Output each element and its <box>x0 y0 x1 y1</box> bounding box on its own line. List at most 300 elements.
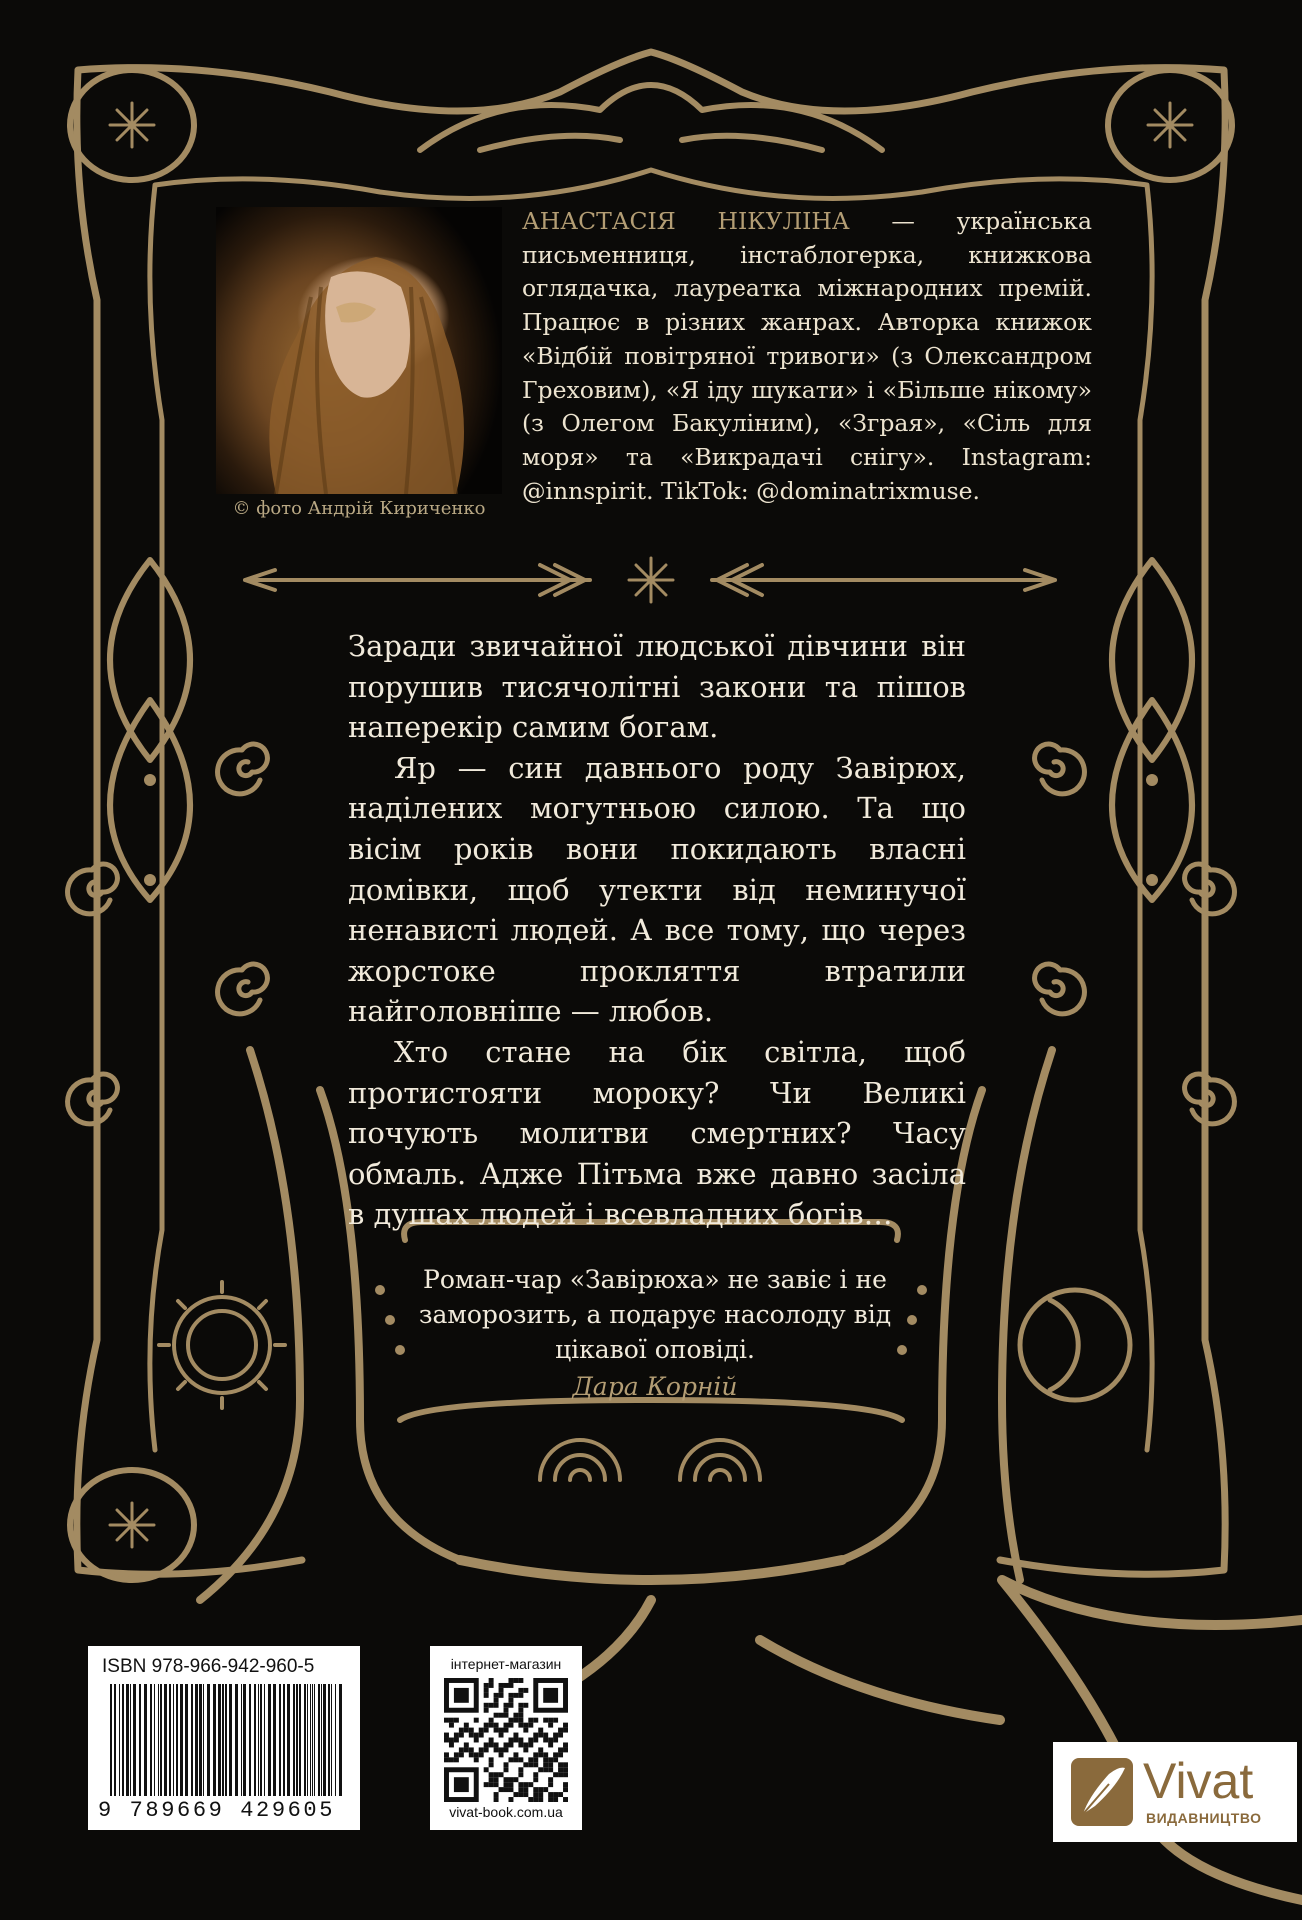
qr-module <box>548 1762 553 1767</box>
qr-module <box>523 1787 528 1792</box>
qr-module <box>543 1733 548 1738</box>
qr-module <box>518 1792 523 1797</box>
qr-module <box>533 1718 538 1723</box>
qr-module <box>484 1767 489 1772</box>
qr-module <box>533 1757 538 1762</box>
barcode-bar <box>260 1684 262 1796</box>
qr-top-label: інтернет-магазин <box>450 1656 562 1672</box>
barcode-bar <box>229 1684 232 1796</box>
quill-logo-icon <box>1069 1756 1135 1828</box>
qr-module <box>508 1738 513 1743</box>
barcode-bar <box>173 1684 174 1796</box>
qr-module <box>538 1747 543 1752</box>
qr-module <box>449 1742 454 1747</box>
qr-module <box>553 1733 558 1738</box>
spiral-right-3 <box>1185 1074 1235 1124</box>
qr-module <box>563 1723 568 1728</box>
barcode-bar <box>283 1684 285 1796</box>
qr-module <box>474 1733 479 1738</box>
barcode-bar <box>258 1684 259 1796</box>
qr-module <box>523 1728 528 1733</box>
qr-module <box>553 1792 558 1797</box>
qr-module <box>489 1772 494 1777</box>
qr-module <box>464 1747 469 1752</box>
qr-module <box>518 1723 523 1728</box>
qr-module <box>518 1787 523 1792</box>
qr-module <box>518 1772 523 1777</box>
top-arch-swirl <box>420 85 882 150</box>
qr-module <box>538 1752 543 1757</box>
qr-module <box>528 1762 533 1767</box>
qr-module <box>563 1742 568 1747</box>
qr-module <box>484 1747 489 1752</box>
qr-module <box>459 1733 464 1738</box>
qr-module <box>454 1752 459 1757</box>
barcode-bar <box>195 1684 198 1796</box>
qr-module <box>504 1728 509 1733</box>
barcode-bar <box>164 1684 167 1796</box>
qr-module <box>508 1683 513 1688</box>
qr-module <box>489 1678 494 1683</box>
qr-module <box>499 1787 504 1792</box>
barcode-bar <box>235 1684 238 1796</box>
qr-module <box>518 1738 523 1743</box>
barcode-bar <box>160 1684 162 1796</box>
qr-module <box>528 1723 533 1728</box>
qr-module <box>523 1723 528 1728</box>
qr-module <box>508 1797 513 1802</box>
qr-module <box>513 1738 518 1743</box>
tree-roots-bottom <box>460 1560 1302 1900</box>
blurb-author: Дара Корній <box>572 1372 738 1401</box>
barcode-bar <box>144 1684 147 1796</box>
qr-module <box>543 1767 548 1772</box>
side-loop-right <box>1112 560 1192 900</box>
qr-module <box>484 1683 489 1688</box>
annotation-paragraph: Яр — син давнього роду Завірюх, наділених могутньою силою. Та що вісім років вони покидають власні домівки, щоб утекти від неминучої ненависті людей. А все тому, що через жорстоке прокляття втратили найголовніше — любов. <box>348 750 966 1029</box>
qr-module <box>494 1728 499 1733</box>
qr-module <box>444 1718 449 1723</box>
qr-module <box>538 1792 543 1797</box>
qr-module <box>504 1767 509 1772</box>
qr-module <box>533 1752 538 1757</box>
qr-module <box>474 1718 479 1723</box>
barcode-bar <box>331 1684 332 1796</box>
barcode-bar <box>126 1684 129 1796</box>
barcode-bar <box>213 1684 216 1796</box>
qr-module <box>553 1718 558 1723</box>
qr-module <box>484 1688 489 1693</box>
publisher-subtitle: ВИДАВНИЦТВО <box>1146 1810 1262 1826</box>
qr-module <box>563 1797 568 1802</box>
barcode-bar <box>321 1684 322 1796</box>
barcode-bar <box>133 1684 136 1796</box>
qr-module <box>499 1752 504 1757</box>
barcode-bar <box>222 1684 224 1796</box>
author-bio <box>522 205 1092 508</box>
qr-module <box>528 1782 533 1787</box>
annotation-paragraph: Хто стане на бік світла, щоб протистояти мороку? Чи Великі почують молитви смертних? Часу обмаль. Адже Пітьма вже давно засіла в душах людей і всевладних богів… <box>348 1034 966 1232</box>
barcode-bar <box>264 1684 265 1796</box>
qr-module <box>484 1723 489 1728</box>
qr-module <box>494 1693 499 1698</box>
barcode-bar <box>176 1684 178 1796</box>
qr-module <box>528 1738 533 1743</box>
barcode-bar <box>310 1684 311 1796</box>
barcode-bar <box>318 1684 320 1796</box>
qr-module <box>548 1757 553 1762</box>
barcode-digits: 9 789669 429605 <box>98 1798 350 1823</box>
qr-module <box>558 1762 563 1767</box>
qr-module <box>548 1792 553 1797</box>
barcode-bar <box>203 1684 204 1796</box>
qr-module <box>454 1718 459 1723</box>
qr-module <box>499 1728 504 1733</box>
qr-module <box>513 1678 518 1683</box>
qr-module <box>504 1787 509 1792</box>
barcode-panel <box>88 1646 360 1830</box>
qr-module <box>518 1678 523 1683</box>
qr-module <box>563 1787 568 1792</box>
qr-module <box>548 1777 553 1782</box>
qr-module <box>548 1767 553 1772</box>
moon-ornament <box>1020 1290 1130 1400</box>
qr-module <box>489 1757 494 1762</box>
qr-module <box>508 1718 513 1723</box>
annotation-paragraph: Заради звичайної людської дівчини він порушив тисячолітні закони та пішов наперекір самим богам. <box>348 629 966 745</box>
qr-module <box>513 1752 518 1757</box>
qr-module <box>508 1693 513 1698</box>
qr-module <box>479 1747 484 1752</box>
qr-module <box>553 1738 558 1743</box>
qr-module <box>558 1772 563 1777</box>
qr-code <box>444 1678 568 1802</box>
qr-module <box>454 1757 459 1762</box>
qr-module <box>474 1752 479 1757</box>
spiral-left-1 <box>218 744 268 794</box>
qr-module <box>494 1797 499 1802</box>
qr-module <box>454 1738 459 1743</box>
qr-module <box>548 1797 553 1802</box>
qr-module <box>499 1683 504 1688</box>
qr-module <box>533 1797 538 1802</box>
qr-module <box>528 1718 533 1723</box>
barcode-bar <box>273 1684 276 1796</box>
qr-module <box>518 1688 523 1693</box>
qr-module <box>464 1728 469 1733</box>
blurb-quote: Роман-чар «Завірюха» не завіє і не заморозить, а подарує насолоду від цікавої оповіді. <box>418 1265 892 1364</box>
qr-module <box>494 1777 499 1782</box>
barcode-bar <box>323 1684 326 1796</box>
qr-module <box>504 1708 509 1713</box>
qr-module <box>499 1733 504 1738</box>
qr-module <box>558 1752 563 1757</box>
concentric-arcs <box>540 1440 760 1480</box>
qr-module <box>469 1747 474 1752</box>
qr-module <box>518 1742 523 1747</box>
qr-module <box>459 1752 464 1757</box>
qr-module <box>558 1792 563 1797</box>
barcode-bar <box>339 1684 342 1796</box>
qr-module <box>454 1733 459 1738</box>
qr-module <box>494 1713 499 1718</box>
barcode-bar <box>158 1684 159 1796</box>
qr-module <box>494 1742 499 1747</box>
qr-module <box>558 1733 563 1738</box>
qr-module <box>548 1782 553 1787</box>
qr-module <box>548 1742 553 1747</box>
qr-module <box>499 1693 504 1698</box>
qr-module <box>504 1713 509 1718</box>
qr-module <box>508 1777 513 1782</box>
barcode-bar <box>169 1684 171 1796</box>
qr-module <box>563 1762 568 1767</box>
qr-module <box>533 1762 538 1767</box>
barcode-bar <box>207 1684 210 1796</box>
qr-module <box>489 1723 494 1728</box>
qr-module <box>513 1718 518 1723</box>
barcode-bar <box>241 1684 242 1796</box>
author-bio-text: — українська письменниця, інстаблогерка, книжкова оглядачка, лауреатка міжнародних премій. Працює в різних жанрах. Авторка книжок «Відбій повітряної тривоги» (з Олександром Греховим), «Я іду шукати» і «Більше нікому» (з Олегом Бакуліним), «Зграя», «Сіль для моря» та «Викрадачі снігу». Instagram: @innspirit. TikTok: @dominatrixmuse. <box>522 207 1092 505</box>
barcode-bar <box>304 1684 306 1796</box>
qr-module <box>508 1723 513 1728</box>
qr-module <box>523 1747 528 1752</box>
barcode-bar <box>119 1684 120 1796</box>
barcode-bar <box>335 1684 336 1796</box>
qr-module <box>508 1698 513 1703</box>
barcode-bar <box>114 1684 116 1796</box>
qr-module <box>548 1718 553 1723</box>
qr-module <box>533 1787 538 1792</box>
barcode-bar <box>218 1684 221 1796</box>
qr-module <box>444 1733 449 1738</box>
qr-module <box>518 1708 523 1713</box>
qr-module <box>513 1713 518 1718</box>
qr-module <box>563 1772 568 1777</box>
barcode-bar <box>110 1684 112 1796</box>
qr-module <box>538 1767 543 1772</box>
qr-module <box>553 1752 558 1757</box>
qr-module <box>528 1797 533 1802</box>
qr-module <box>464 1723 469 1728</box>
qr-module <box>538 1733 543 1738</box>
qr-module <box>504 1782 509 1787</box>
qr-module <box>518 1693 523 1698</box>
qr-module <box>523 1742 528 1747</box>
barcode-bar <box>299 1684 301 1796</box>
qr-module <box>504 1683 509 1688</box>
qr-module <box>533 1777 538 1782</box>
qr-module <box>558 1747 563 1752</box>
qr-module <box>489 1777 494 1782</box>
sun-ornament <box>159 1282 285 1408</box>
qr-module <box>489 1738 494 1743</box>
qr-module <box>504 1762 509 1767</box>
qr-module <box>548 1738 553 1743</box>
qr-module <box>563 1767 568 1772</box>
qr-url: vivat-book.com.ua <box>449 1804 563 1820</box>
spiral-left-4 <box>218 964 268 1014</box>
author-name: АНАСТАСІЯ НІКУЛІНА <box>522 207 850 235</box>
qr-module <box>513 1733 518 1738</box>
barcode-bar <box>328 1684 330 1796</box>
side-loop-left <box>110 560 190 900</box>
qr-module <box>489 1703 494 1708</box>
qr-module <box>449 1718 454 1723</box>
qr-module <box>444 1757 449 1762</box>
qr-module <box>523 1762 528 1767</box>
qr-module <box>518 1767 523 1772</box>
qr-module <box>484 1693 489 1698</box>
qr-module <box>499 1772 504 1777</box>
qr-module <box>494 1698 499 1703</box>
qr-module <box>528 1742 533 1747</box>
qr-module <box>494 1747 499 1752</box>
qr-module <box>543 1787 548 1792</box>
spiral-right-1 <box>1035 744 1085 794</box>
qr-module <box>533 1772 538 1777</box>
qr-module <box>528 1757 533 1762</box>
qr-module <box>538 1787 543 1792</box>
photo-credit: © фото Андрій Кириченко <box>232 498 486 519</box>
qr-module <box>449 1723 454 1728</box>
qr-module <box>469 1752 474 1757</box>
qr-module <box>444 1752 449 1757</box>
spiral-left-3 <box>68 1074 118 1124</box>
qr-module <box>508 1782 513 1787</box>
qr-module <box>504 1777 509 1782</box>
barcode-bar <box>268 1684 271 1796</box>
qr-module <box>479 1752 484 1757</box>
qr-module <box>518 1782 523 1787</box>
qr-module <box>523 1782 528 1787</box>
qr-module <box>499 1688 504 1693</box>
qr-module <box>533 1738 538 1743</box>
qr-panel <box>430 1646 582 1830</box>
qr-module <box>518 1703 523 1708</box>
publisher-name: Vivat <box>1143 1753 1254 1809</box>
qr-module <box>494 1723 499 1728</box>
qr-module <box>504 1742 509 1747</box>
qr-module <box>538 1797 543 1802</box>
qr-module <box>484 1703 489 1708</box>
qr-module <box>513 1757 518 1762</box>
qr-module <box>449 1757 454 1762</box>
qr-module <box>538 1728 543 1733</box>
qr-module <box>508 1757 513 1762</box>
barcode-bar <box>154 1684 155 1796</box>
barcode-bar <box>287 1684 290 1796</box>
qr-module <box>523 1688 528 1693</box>
portrait-illustration <box>216 207 502 494</box>
barcode-bar <box>314 1684 315 1796</box>
qr-module <box>474 1738 479 1743</box>
barcode-bar <box>254 1684 256 1796</box>
qr-module <box>499 1747 504 1752</box>
barcode-bar <box>122 1684 124 1796</box>
qr-module <box>553 1797 558 1802</box>
qr-module <box>543 1718 548 1723</box>
qr-module <box>484 1728 489 1733</box>
barcode-bar <box>249 1684 251 1796</box>
book-annotation <box>348 626 966 1235</box>
barcode-bar <box>279 1684 281 1796</box>
qr-module <box>523 1703 528 1708</box>
qr-module <box>464 1742 469 1747</box>
qr-module <box>489 1683 494 1688</box>
barcode-bar <box>185 1684 188 1796</box>
qr-finder <box>543 1688 558 1703</box>
qr-module <box>518 1757 523 1762</box>
barcode-bar <box>191 1684 193 1796</box>
barcode-bar <box>139 1684 141 1796</box>
qr-module <box>489 1742 494 1747</box>
qr-module <box>499 1713 504 1718</box>
qr-module <box>504 1723 509 1728</box>
qr-module <box>494 1772 499 1777</box>
qr-module <box>494 1782 499 1787</box>
barcode-bar <box>312 1684 313 1796</box>
barcode-bar <box>296 1684 298 1796</box>
qr-module <box>489 1718 494 1723</box>
barcode-bar <box>180 1684 183 1796</box>
author-photo <box>216 207 502 494</box>
spiral-left-2 <box>68 864 118 914</box>
qr-module <box>484 1742 489 1747</box>
spiral-right-2 <box>1185 864 1235 914</box>
qr-module <box>553 1757 558 1762</box>
qr-module <box>563 1782 568 1787</box>
qr-module <box>508 1787 513 1792</box>
isbn-label: ISBN 978-966-942-960-5 <box>102 1656 315 1677</box>
barcode-bar <box>150 1684 152 1796</box>
qr-module <box>543 1738 548 1743</box>
qr-module <box>504 1747 509 1752</box>
qr-module <box>508 1742 513 1747</box>
qr-module <box>553 1772 558 1777</box>
qr-module <box>558 1767 563 1772</box>
qr-module <box>548 1723 553 1728</box>
qr-module <box>543 1762 548 1767</box>
barcode-bar <box>225 1684 227 1796</box>
qr-module <box>484 1782 489 1787</box>
qr-module <box>513 1792 518 1797</box>
qr-module <box>469 1728 474 1733</box>
qr-module <box>523 1792 528 1797</box>
qr-module <box>479 1728 484 1733</box>
qr-module <box>518 1718 523 1723</box>
qr-module <box>484 1708 489 1713</box>
qr-module <box>459 1728 464 1733</box>
qr-module <box>489 1782 494 1787</box>
qr-module <box>508 1678 513 1683</box>
qr-module <box>513 1693 518 1698</box>
barcode-bar <box>293 1684 295 1796</box>
qr-module <box>518 1713 523 1718</box>
qr-module <box>489 1762 494 1767</box>
barcode-bar <box>307 1684 308 1796</box>
qr-module <box>449 1738 454 1743</box>
qr-module <box>504 1703 509 1708</box>
qr-module <box>563 1747 568 1752</box>
barcode-bar <box>130 1684 131 1796</box>
qr-module <box>558 1728 563 1733</box>
barcode-bar <box>243 1684 246 1796</box>
qr-module <box>474 1757 479 1762</box>
qr-module <box>459 1747 464 1752</box>
qr-module <box>494 1792 499 1797</box>
publisher-logo <box>1053 1742 1297 1842</box>
